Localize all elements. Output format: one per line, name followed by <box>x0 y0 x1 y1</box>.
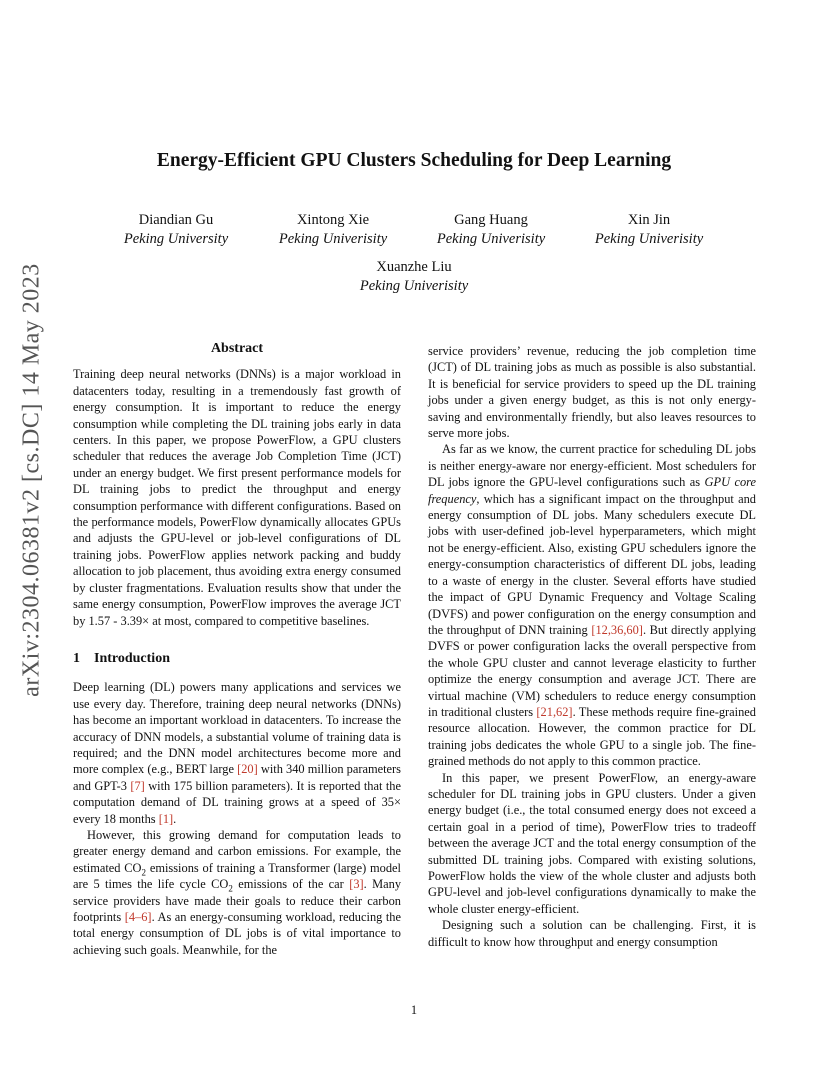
section-number: 1 <box>73 650 80 666</box>
author-affiliation: Peking Univerisity <box>359 278 469 294</box>
author-affiliation: Peking Univerisity <box>278 231 388 247</box>
arxiv-identifier: arXiv:2304.06381v2 [cs.DC] 14 May 2023 <box>18 263 45 697</box>
arxiv-sidebar <box>12 263 52 697</box>
text-run: emissions of the car <box>232 877 350 892</box>
author-1 <box>96 211 256 249</box>
abstract-text: Training deep neural networks (DNNs) is a major workload in datacenters today, resulting in a tremendously fast growth of energy consumption. It is important to reduce the energy consumption while completing the DL training jobs early in data centers. In this paper, we propose PowerFlow, a GPU clusters scheduler that reduces the average Job Completion Time (JCT) under an energy budget. We first present performance models for DL training jobs to predict the throughput and energy consumption performance with different configurations. Based on the performance models, PowerFlow dynamically allocates GPUs and adjusts the GPU-level or job-level configurations of DL training jobs. PowerFlow applies network packing and buddy allocation to job placement, thus avoiding extra energy consumed by cluster fragmentations. Evaluation results show that under the same energy consumption, PowerFlow improves the average JCT by 1.57 - 3.39× at most, compared to competitive baselines. <box>73 367 401 628</box>
text-run: As far as we know, the current practice for scheduling DL jobs is neither energy-aware nor energy-efficient. Most schedulers for DL jobs ignore the GPU-level configurations such as <box>428 442 756 490</box>
citation-link[interactable]: [12,36,60] <box>591 622 643 637</box>
text-run: with 175 billion parameters). It is reported that the computation demand of DL training grows at a speed of 35× every 18 months <box>73 778 401 826</box>
citation-link[interactable]: [4–6] <box>124 910 152 924</box>
section-title: Introduction <box>94 650 170 666</box>
right-column <box>428 343 756 950</box>
author-name: Xintong Xie <box>296 212 370 228</box>
intro-paragraph-4 <box>428 441 756 769</box>
text-run: Deep learning (DL) powers many applications and services we use every day. Therefore, training deep neural networks (DNNs) has become an important workload in datacenters. To increase the accuracy of DNN models, a substantial volume of training data is required; and the DNN model architectures become more and more complex (e.g., BERT large <box>73 680 401 777</box>
text-run: . <box>173 811 177 826</box>
author-4 <box>569 211 729 249</box>
text-run: , which has a significant impact on the throughput and energy consumption of DL jobs. Many schedulers execute DL jobs with user-defined job-level hyperparameters, which might not be energy-efficient. Also, existing GPU schedulers ignore the energy-consumption characteristics of different DL jobs, leading to a waste of energy in the cluster. Several efforts have studied the impact of GPU Dynamic Frequency and Voltage Scaling (DVFS) and power configuration on the energy consumption and the throughput of DNN training <box>428 491 756 637</box>
intro-paragraph-2 <box>73 827 401 958</box>
abstract-heading: Abstract <box>210 341 264 356</box>
author-affiliation: Peking Univerisity <box>594 231 704 247</box>
intro-paragraph-6: Designing such a solution can be challenging. First, it is difficult to know how throughput and energy consumption <box>428 918 756 949</box>
citation-link[interactable]: [21,62] <box>536 704 573 719</box>
author-5 <box>334 258 494 296</box>
emphasis: GPU core frequency <box>428 475 756 506</box>
text-run: . But directly applying DVFS or power configuration lacks the overall perspective from the whole GPU cluster and cannot leverage elasticity to further optimize the energy consumption and average JCT. There are virtual machine (VM) schedulers to reduce energy consumption in traditional clusters <box>428 622 756 719</box>
paper-title: Energy-Efficient GPU Clusters Scheduling for Deep Learning <box>156 150 672 171</box>
intro-paragraph-5: In this paper, we present PowerFlow, an energy-aware scheduler for DL training jobs in GPU clusters. Under a given energy budget (i.e., the total consumed energy does not exceed a certain goal in a period of time), PowerFlow tries to tradeoff between the average JCT and the total energy consumption of the submitted DL training jobs. Compared with existing solutions, PowerFlow holds the view of the whole cluster and adjusts both GPU-level and job-level configurations dynamically to make the whole cluster energy-efficient. <box>428 770 756 916</box>
page-number: 1 <box>410 1003 418 1017</box>
subscript: 2 <box>228 883 233 894</box>
text-run: However, this growing demand for computation leads to greater energy demand and carbon emissions. For example, the estimated CO <box>73 827 401 875</box>
intro-paragraph-1 <box>73 679 401 827</box>
section-heading-introduction <box>73 651 401 667</box>
text-run: emissions of training a Transformer (large) model are 5 times the life cycle CO <box>73 860 401 892</box>
text-run: with 340 million parameters and GPT-3 <box>73 762 401 793</box>
author-affiliation: Peking Univerisity <box>436 231 546 247</box>
citation-link[interactable]: [7] <box>130 778 145 793</box>
subscript: 2 <box>141 867 147 878</box>
text-run: . As an energy-consuming workload, reducing the total energy consumption of DL jobs is of vital importance to achieving such goals. Meanwhile, for the <box>73 910 401 957</box>
intro-paragraph-3: service providers’ revenue, reducing the job completion time (JCT) of DL training jobs as much as possible is also substantial. It is beneficial for service providers to speed up the DL training jobs under a given energy budget, as this is not only energy-saving and environmentally friendly, but also leaves resources to serve more jobs. <box>428 344 756 441</box>
text-run: . Many service providers have made their goals to reduce their carbon footprints <box>73 877 402 924</box>
author-affiliation: Peking University <box>123 231 229 247</box>
left-column <box>73 341 401 958</box>
author-name: Xin Jin <box>627 212 671 228</box>
citation-link[interactable]: [1] <box>158 811 174 826</box>
author-name: Diandian Gu <box>138 212 214 228</box>
citation-link[interactable]: [20] <box>237 762 258 777</box>
text-run: . These methods require fine-grained resource allocation. However, the common practice for DL training jobs dedicates the whole GPU to a single job. The fine-grained methods do not apply to this common practice. <box>428 704 756 769</box>
author-name: Gang Huang <box>454 212 528 228</box>
author-3 <box>411 211 571 249</box>
author-name: Xuanzhe Liu <box>376 259 452 275</box>
author-2 <box>253 211 413 249</box>
citation-link[interactable]: [3] <box>349 877 364 892</box>
